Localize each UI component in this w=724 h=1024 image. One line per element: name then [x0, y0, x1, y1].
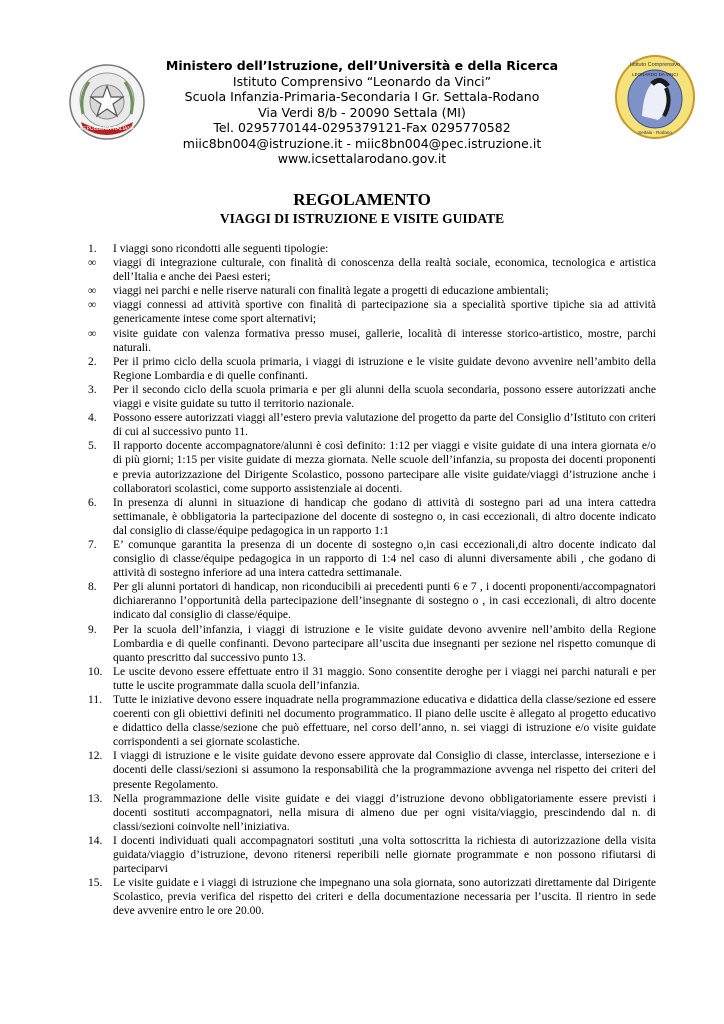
emblem-ribbon-text: REPUBBLICA ITALIANA [79, 126, 135, 132]
rule-item [88, 355, 656, 383]
school-website[interactable]: www.icsettalarodano.gov.it [277, 151, 447, 166]
rule-item-marker: 14. [88, 834, 103, 847]
school-address: Via Verdi 8/b - 20090 Settala (MI) [258, 104, 466, 120]
school-phone-fax: Tel. 0295770144-0295379121-Fax 0295770582 [213, 120, 511, 135]
rule-item [88, 538, 656, 580]
rule-item [88, 298, 656, 326]
rule-item-marker: 3. [88, 383, 97, 396]
rule-item-text: I viaggi di istruzione e le visite guidate devono essere approvate dal Consiglio di classe, interclasse, intersezione e i docenti delle classi/sezioni si assumono la responsabilità che la programmazione avvenga nel rispetto dei criteri del presente Regolamento. [113, 750, 656, 791]
rule-item-text: Il rapporto docente accompagnatore/alunni è così definito: 1:12 per viaggi e visite guidate di una intera giornata e/o di più giorni; 1:15 per visite guidate di mezza giornata. Nelle scuole dell’infanzia, su proposta dei docenti proponenti e previa autorizzazione del Dirigente Scolastico, possono partecipare alle visite guidate/viaggi d’istruzione anche i collaboratori scolastici, come supporto assistenziale ai docenti. [113, 440, 656, 495]
rule-item [88, 439, 656, 495]
rule-item-text: Tutte le iniziative devono essere inquadrate nella programmazione educativa e didattica della classe/sezione ed essere coerenti con gli obiettivi definiti nel documento programmatico. Il piano delle uscite è allegato al progetto educativo e didattico della classe/sezione che può effettuare, nel corso dell’anno, n. sei viaggi di istruzione e/o visite guidate corrispondenti a sei giornate scolastiche. [113, 694, 656, 749]
rule-item [88, 792, 656, 834]
rule-item [88, 383, 656, 411]
school-emails[interactable]: miic8bn004@istruzione.it - miic8bn004@pec.istruzione.it [182, 135, 542, 151]
rule-item-marker: 4. [88, 412, 97, 425]
school-levels: Scuola Infanzia-Primaria-Secondaria I Gr. Settala-Rodano [184, 89, 540, 104]
rule-item [88, 693, 656, 749]
rule-item-text: visite guidate con valenza formativa presso musei, gallerie, località di interesse storico-artistico, mostre, parchi naturali. [113, 327, 656, 354]
rule-item-marker: 8. [88, 581, 97, 594]
rule-item-marker: ∞ [88, 327, 97, 340]
rule-item-text: Possono essere autorizzati viaggi all’estero previa valutazione del progetto da parte del Consiglio d’Istituto con criteri di cui al successivo punto 11. [113, 412, 656, 439]
rule-item-text: In presenza di alunni in situazione di handicap che godano di attività di sostegno pari ad una intera cattedra settimanale, è obbligatoria la partecipazione del docente di sostegno o, in casi eccezionali, di altro docente indicato dal consiglio di classe/équipe pedagogica in un rapporto 1:1 [113, 496, 656, 537]
school-letterhead [0, 58, 724, 167]
rule-item-text: I viaggi sono ricondotti alle seguenti tipologie: [113, 243, 329, 255]
rule-item-text: Per la scuola dell’infanzia, i viaggi di istruzione e le visite guidate devono avvenire nell’ambito della Regione Lombardia e di quelle confinanti. Devono partecipare all’uscita due insegnanti per sezione nel rispetto comunque di quanto prescritto dal successivo punto 13. [113, 623, 656, 664]
rule-item-text: Nella programmazione delle visite guidate e dei viaggi d’istruzione devono obbligatoriamente essere previsti i docenti sostituti accompagnatori, nella misura di almeno due per ogni visita/viaggio, prescindendo dal n. di classi/sezioni coinvolte nell’iniziativa. [113, 792, 656, 833]
rule-item [88, 256, 656, 284]
document-subtitle: VIAGGI DI ISTRUZIONE E VISITE GUIDATE [219, 211, 505, 226]
rule-item [88, 580, 656, 622]
rules-list [88, 242, 656, 919]
rule-item-text: viaggi connessi ad attività sportive con finalità di partecipazione sia a specialità sportive tipiche sia ad attività genericamente intese come sport alternativi; [113, 299, 656, 326]
rule-item [88, 834, 656, 876]
rule-item-marker: 13. [88, 792, 103, 805]
rule-item-text: Per il primo ciclo della scuola primaria, i viaggi di istruzione e le visite guidate devono avvenire nell’ambito della Regione Lombardia e di quelle confinanti. [113, 355, 656, 382]
rule-item-marker: ∞ [88, 257, 97, 270]
school-logo-inner-text: LEONARDO DA VINCI [632, 72, 678, 77]
rule-item-marker: 2. [88, 355, 97, 368]
rule-item [88, 749, 656, 791]
rule-item [88, 242, 656, 256]
rule-item-marker: ∞ [88, 285, 97, 298]
rule-item-text: Per gli alunni portatori di handicap, non riconducibili ai precedenti punti 6 e 7 , i docenti proponenti/accompagnatori dichiareranno l’opportunità della partecipazione dell’insegnante di sostegno o , in casi eccezionali, di altro docente indicato dal consiglio di classe/équipe. [113, 581, 656, 622]
school-name: Istituto Comprensivo “Leonardo da Vinci” [232, 73, 492, 89]
rule-item-marker: 6. [88, 496, 97, 509]
rule-item [88, 623, 656, 665]
rule-item [88, 284, 656, 298]
rule-item [88, 665, 656, 693]
rule-item-marker: 7. [88, 538, 97, 551]
rule-item-marker: 9. [88, 623, 97, 636]
rule-item-marker: 10. [88, 665, 103, 678]
school-logo-top-text: Istituto Comprensivo [629, 62, 681, 68]
rule-item-marker: 11. [88, 694, 102, 706]
rule-item-marker: 12. [88, 750, 103, 763]
rule-item-text: viaggi nei parchi e nelle riserve naturali con finalità legate a progetti di educazione ambientali; [113, 285, 549, 298]
rule-item-marker: 5. [88, 440, 97, 453]
rule-item [88, 327, 656, 355]
document-title: REGOLAMENTO [293, 190, 431, 209]
rule-item-text: I docenti individuati quali accompagnatori sostituti ,una volta sottoscritta la richiesta di autorizzazione della visita guidata/viaggio d’istruzione, devono ritenersi reperibili nelle giornate programmate e non possono rifiutarsi di parteciparvi [113, 834, 656, 876]
rule-item-text: Le uscite devono essere effettuate entro il 31 maggio. Sono consentite deroghe per i viaggi nei parchi naturali e per tutte le uscite programmate dalla scuola dell’infanzia. [113, 665, 656, 692]
rule-item [88, 496, 656, 538]
school-logo-bottom-text: Settala - Rodano [638, 130, 672, 135]
rule-item-marker: 1. [88, 243, 97, 255]
rule-item-text: Le visite guidate e i viaggi di istruzione che impegnano una sola giornata, sono autorizzati direttamente dal Dirigente Scolastico, previa verifica del rispetto dei criteri e della documentazione necessaria per l’uscita. Il rientro in sede deve avvenire entro le ore 20.00. [113, 877, 656, 918]
rule-item-marker: ∞ [88, 299, 97, 312]
rule-item-text: viaggi di integrazione culturale, con finalità di conoscenza della realtà sociale, economica, tecnologica e artistica dell’Italia e anche dei Paesi esteri; [113, 257, 656, 284]
rule-item-marker: 15. [88, 877, 103, 890]
ministry-name: Ministero dell’Istruzione, dell’Università e della Ricerca [165, 58, 559, 73]
rule-item-text: E’ comunque garantita la presenza di un docente di sostegno o,in casi eccezionali,di altro docente indicato dal consiglio di classe/équipe pedagogica in un rapporto di 1:4 nel caso di alunni diversamente abili , che godano di attività di sostegno inferiore ad una intera cattedra settimanale. [113, 538, 656, 580]
rule-item [88, 876, 656, 918]
rule-item-text: Per il secondo ciclo della scuola primaria e per gli alunni della scuola secondaria, possono essere autorizzati anche viaggi e visite guidate su tutto il territorio nazionale. [113, 383, 656, 411]
rule-item [88, 411, 656, 439]
